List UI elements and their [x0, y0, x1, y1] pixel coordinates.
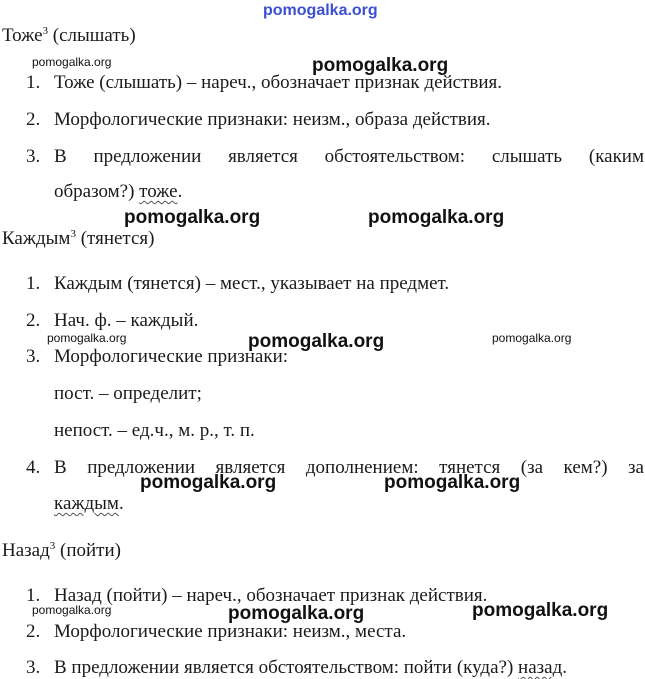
item-number: 2. [26, 109, 41, 130]
watermark: pomogalka.org [140, 472, 277, 493]
sub-item: пост. – определит; [54, 383, 202, 404]
item-text: Морфологические признаки: неизм., образа действия. [54, 109, 491, 130]
item-text: Морфологические признаки: неизм., места. [54, 621, 407, 642]
item-text-suffix: . [562, 657, 567, 678]
list-item [26, 109, 490, 131]
item-text-line: В предложении является обстоятельством: слышать (каким [54, 146, 644, 167]
item-text-prefix: В предложении является обстоятельством: пойти (куда?) [54, 657, 519, 678]
section-heading-tozhe [2, 25, 136, 47]
item-text: Морфологические признаки: [54, 346, 289, 367]
item-number: 4. [26, 457, 41, 478]
item-text: Каждым (тянется) – мест., указывает на предмет. [54, 273, 450, 294]
sub-item: непост. – ед.ч., м. р., т. п. [54, 420, 255, 441]
list-item [26, 310, 198, 332]
item-text-prefix: образом?) [54, 181, 140, 202]
watermark: pomogalka.org [472, 600, 609, 621]
item-text: Назад (пойти) – нареч., обозначает признак действия. [54, 585, 488, 606]
heading-context: (слышать) [52, 25, 136, 46]
list-item [26, 657, 567, 679]
item-text-line [54, 493, 124, 515]
heading-word: Каждым [2, 228, 71, 249]
highlighted-word: назад [518, 657, 563, 678]
highlighted-word: каждым [54, 493, 119, 514]
item-number: 2. [26, 621, 41, 642]
watermark: pomogalka.org [124, 207, 261, 228]
item-text-suffix: . [177, 181, 183, 202]
watermark: pomogalka.org [312, 55, 449, 76]
item-number: 2. [26, 310, 41, 331]
item-text: Тоже (слышать) – нареч., обозначает признак действия. [54, 72, 503, 93]
list-item [26, 273, 449, 295]
list-item [26, 146, 54, 168]
item-text-line [54, 181, 182, 203]
item-text-line: В предложении является дополнением: тянется (за кем?) за [54, 457, 644, 478]
watermark: pomogalka.org [228, 603, 365, 624]
heading-context: (тянется) [80, 228, 155, 249]
heading-superscript: 3 [42, 25, 49, 37]
list-item [26, 457, 54, 479]
item-number: 1. [26, 72, 41, 93]
item-number: 3. [26, 657, 41, 678]
item-text-suffix: . [118, 493, 124, 514]
item-number: 3. [26, 346, 41, 367]
watermark: pomogalka.org [492, 331, 572, 345]
item-number: 1. [26, 585, 41, 606]
heading-superscript: 3 [70, 228, 76, 240]
watermark: pomogalka.org [248, 331, 385, 352]
heading-superscript: 3 [49, 540, 56, 552]
watermark: pomogalka.org [32, 55, 112, 69]
heading-word: Тоже [2, 25, 43, 46]
watermark: pomogalka.org [47, 331, 127, 345]
heading-word: Назад [2, 540, 50, 561]
item-number: 3. [26, 146, 41, 167]
highlighted-word: тоже [139, 181, 178, 202]
watermark: pomogalka.org [32, 603, 112, 617]
section-heading-kazhdym [2, 228, 154, 250]
watermark-top: pomogalka.org [263, 2, 378, 19]
watermark: pomogalka.org [384, 472, 521, 493]
watermark: pomogalka.org [368, 207, 505, 228]
item-number: 1. [26, 273, 41, 294]
section-heading-nazad [2, 540, 121, 562]
heading-context: (пойти) [60, 540, 121, 561]
item-text: Нач. ф. – каждый. [54, 310, 199, 331]
